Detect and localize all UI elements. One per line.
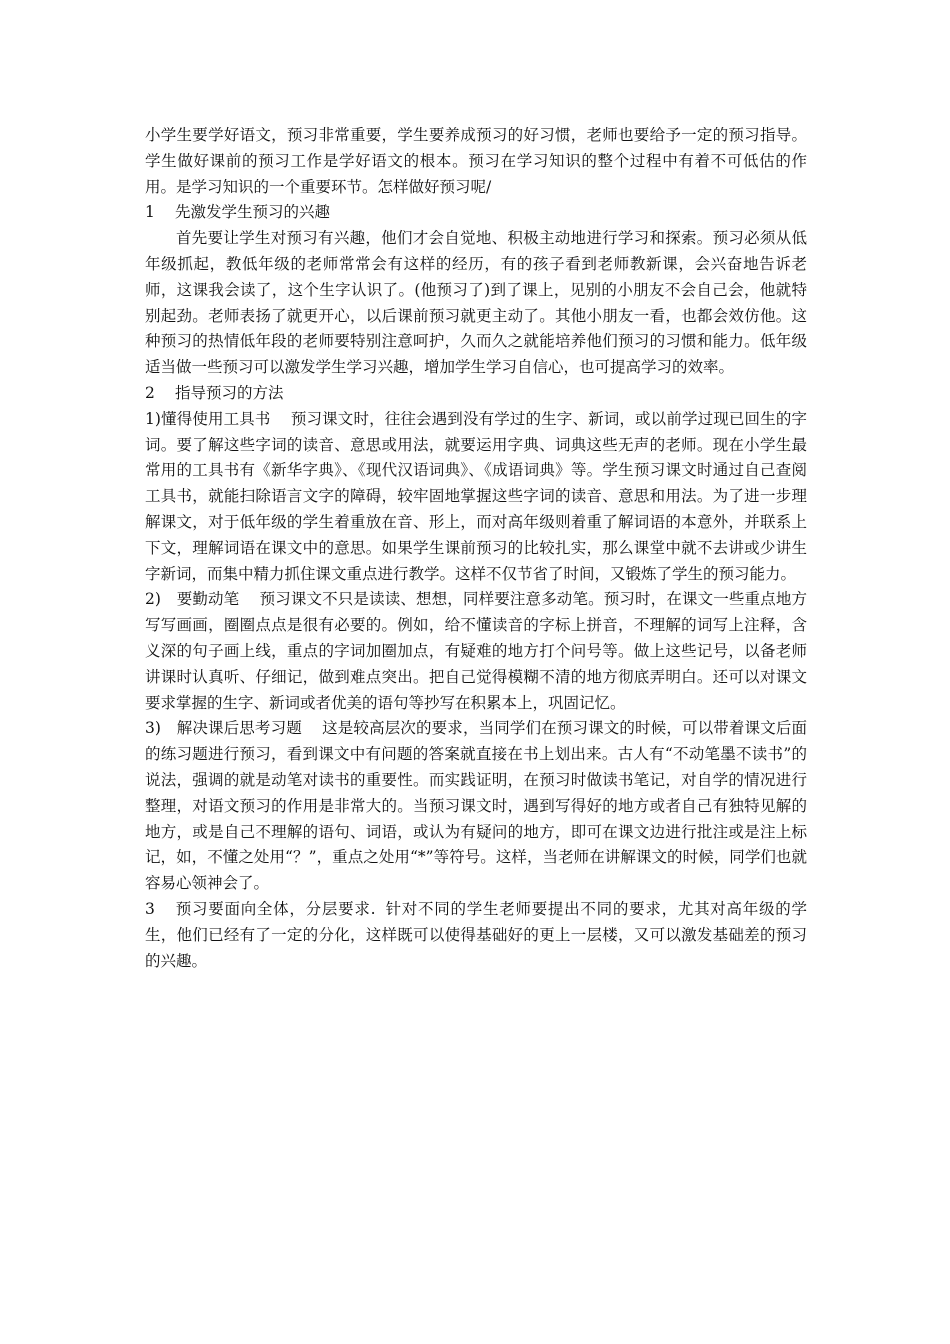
item-2-label: 2) 要勤动笔 [145,590,240,609]
section-3-title: 预习要面向全体，分层要求. [175,899,376,918]
section-1-number: 1 [145,203,155,222]
item-1-label: 1)懂得使用工具书 [145,409,271,428]
intro-paragraph: 小学生要学好语文，预习非常重要，学生要养成预习的好习惯，老师也要给予一定的预习指导。学生做好课前的预习工作是学好语文的根本。预习在学习知识的整个过程中有着不可低估的作用。是学习知识的一个重要环节。怎样做好预习呢/ [145,126,807,196]
item-3-text: 这是较高层次的要求，当同学们在预习课文的时候，可以带着课文后面的练习题进行预习，看到课文中有问题的答案就直接在书上划出来。古人有“不动笔墨不读书”的说法，强调的就是动笔对读书的重要性。而实践证明，在预习时做读书笔记，对自学的情况进行整理，对语文预习的作用是非常大的。当预习课文时，遇到写得好的地方或者自己有独特见解的地方，或是自己不理解的语句、词语，或认为有疑问的地方，即可在课文边进行批注或是注上标记，如，不懂之处用“？”，重点之处用“*”等符号。这样，当老师在讲解课文的时候，同学们也就容易心领神会了。 [145,719,807,893]
section-1-heading [145,200,807,226]
section-2-item-1 [145,407,807,588]
section-2-number: 2 [145,383,155,402]
item-2-text: 预习课文不只是读读、想想，同样要注意多动笔。预习时，在课文一些重点地方写写画画，圈圈点点是很有必要的。例如，给不懂读音的字标上拼音，不理解的词写上注释，含义深的句子画上线，重点的字词加圈加点，有疑难的地方打个问号等。做上这些记号，以备老师讲课时认真听、仔细记，做到难点突出。把自己觉得模糊不清的地方彻底弄明白。还可以对课文要求掌握的生字、新词或者优美的语句等抄写在积累本上，巩固记忆。 [145,590,807,712]
section-2-title: 指导预习的方法 [175,383,284,402]
item-1-text: 预习课文时，往往会遇到没有学过的生字、新词，或以前学过现已回生的字词。要了解这些字词的读音、意思或用法，就要运用字典、词典这些无声的老师。现在小学生最常用的工具书有《新华字典》、《现代汉语词典》、《成语词典》等。学生预习课文时通过自己查阅工具书，就能扫除语言文字的障碍，较牢固地掌握这些字词的读音、意思和用法。为了进一步理解课文，对于低年级的学生着重放在音、形上，而对高年级则着重了解词语的本意外，并联系上下文，理解词语在课文中的意思。如果学生课前预习的比较扎实，那么课堂中就不去讲或少讲生字新词，而集中精力抓住课文重点进行教学。这样不仅节省了时间，又锻炼了学生的预习能力。 [145,409,807,583]
section-2-item-3 [145,716,807,897]
section-3-paragraph [145,897,807,974]
section-1-body: 首先要让学生对预习有兴趣，他们才会自觉地、积极主动地进行学习和探索。预习必须从低年级抓起，教低年级的老师常常会有这样的经历，有的孩子看到老师教新课，会兴奋地告诉老师，这课我会读了，这个生字认识了。(他预习了)到了课上，见别的小朋友不会自己会，他就特别起劲。老师表扬了就更开心，以后课前预习就更主动了。其他小朋友一看，也都会效仿他。这种预习的热情低年段的老师要特别注意呵护，久而久之就能培养他们预习的习惯和能力。低年级适当做一些预习可以激发学生学习兴趣，增加学生学习自信心，也可提高学习的效率。 [145,229,807,377]
section-3-number: 3 [145,899,155,918]
item-3-label: 3) 解决课后思考习题 [145,719,302,738]
section-3-body: 针对不同的学生老师要提出不同的要求，尤其对高年级的学生，他们已经有了一定的分化，这样既可以使得基础好的更上一层楼，又可以激发基础差的预习的兴趣。 [145,899,807,970]
section-2-heading [145,381,807,407]
document-page [145,123,807,974]
section-2-item-2 [145,587,807,716]
section-1-title: 先激发学生预习的兴趣 [175,203,331,222]
